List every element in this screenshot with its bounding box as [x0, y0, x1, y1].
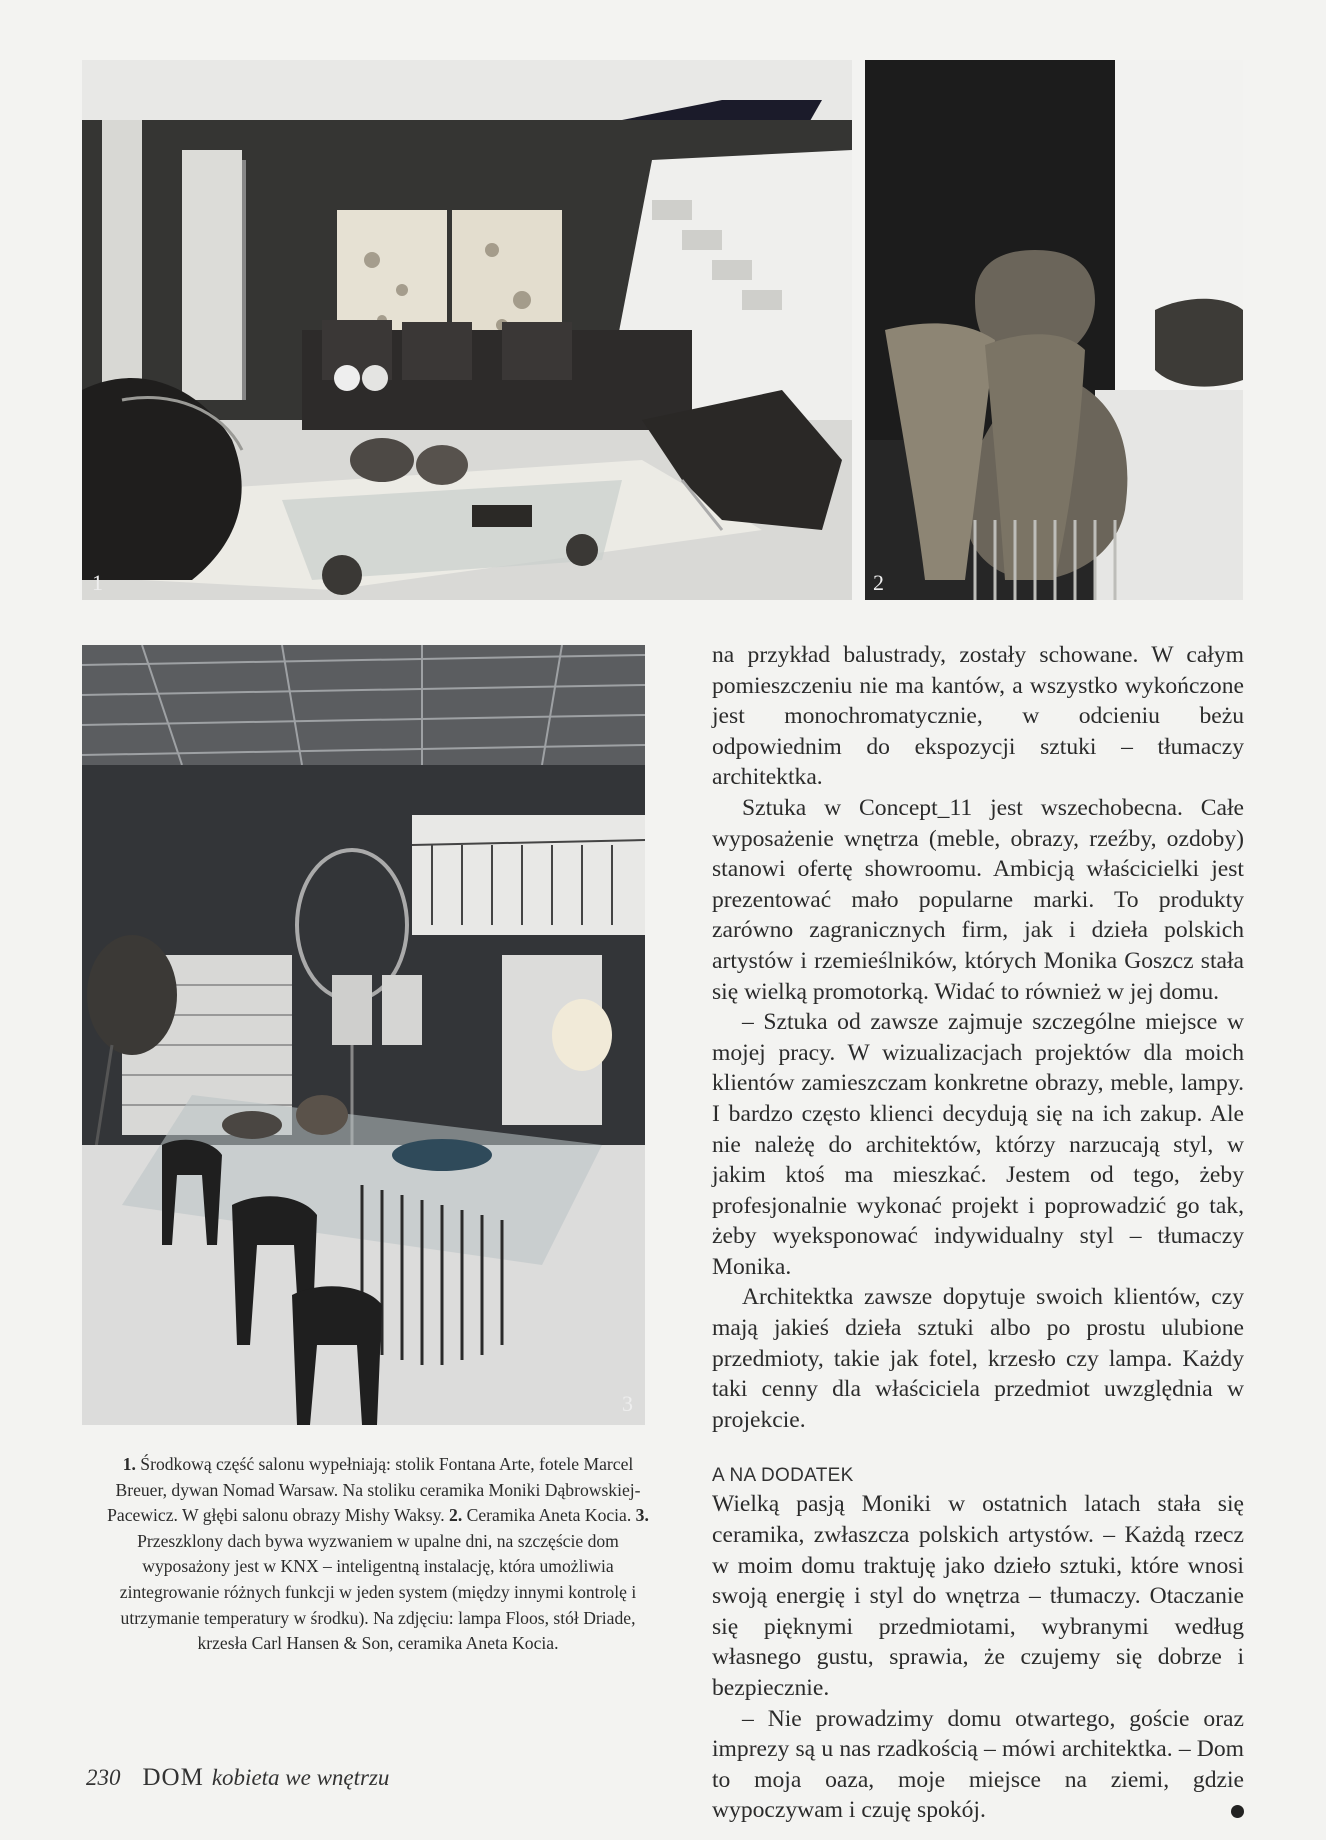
body-paragraph: na przykład balustrady, zostały schowane. W całym pomieszczeniu nie ma kantów, a wszystko wykończone jest monochromatycznie, w odcieniu beżu odpowiednim do ekspozycji sztuki – tłumaczy architektka. [712, 642, 1244, 791]
magazine-subtitle: kobieta we wnętrzu [211, 1765, 390, 1790]
body-paragraph: Architektka zawsze dopytuje swoich klientów, czy mają jakieś dzieła sztuki albo po prostu ulubione przedmioty, takie jak fotel, krzesło czy lampa. Każdy taki cenny dla właściciela przedmiot uwzględnia w projekcie. [712, 1284, 1244, 1433]
caption-number: 2. [449, 1505, 463, 1526]
caption-number: 3. [635, 1505, 649, 1526]
page-footer [86, 1764, 389, 1792]
photo-number: 2 [873, 570, 884, 595]
photo-caption [104, 1452, 652, 1657]
caption-text: Ceramika Aneta Kocia. [462, 1505, 636, 1526]
paragraph-text: – Nie prowadzimy domu otwartego, goście oraz imprezy są u nas rzadkością – mówi architektka. – Dom to moja oaza, moje miejsce na ziemi, gdzie wypoczywam i czuję spokój. [712, 1705, 1244, 1824]
ceramics-photo [865, 60, 1243, 600]
caption-text: Przeszklony dach bywa wyzwaniem w upalne dni, na szczęście dom wyposażony jest w KNX – inteligentną instalację, która umożliwia zintegrowanie różnych funkcji w jeden system (między innymi kontrolę i utrzymanie temperatury w środku). Na zdjęciu: lampa Floos, stół Driade, krzesła Carl Hansen & Son, ceramika Aneta Kocia. [119, 1530, 637, 1654]
body-paragraph: Wielką pasją Moniki w ostatnich latach stała się ceramika, zwłaszcza polskich artystów. – Każdą rzecz w moim domu traktuję jako dzieło sztuki, które wnosi swoją energię i styl do wnętrza – tłumaczy. Otaczanie się pięknymi przedmiotami, wybranymi według własnego gustu, sprawia, że czujemy się dobrze i bezpiecznie. [712, 1491, 1244, 1701]
body-paragraph: Sztuka w Concept_11 jest wszechobecna. Całe wyposażenie wnętrza (meble, obrazy, rzeźby, ozdoby) stanowi ofertę showroomu. Ambicją właścicielki jest prezentować mało popularne marki. To produkty zarówno zagranicznych firm, jak i dzieła polskich artystów i rzemieślników, których Monika Goszcz stała się wielką promotorką. Widać to również w jej domu. [712, 794, 1244, 1005]
body-paragraph [712, 1704, 1244, 1826]
dining-room-photo [82, 645, 645, 1425]
living-room-photo [82, 60, 852, 600]
end-mark-icon [1231, 1805, 1244, 1818]
section-heading: A NA DODATEK [712, 1465, 854, 1487]
caption-text: Środkową część salonu wypełniają: stolik Fontana Arte, fotele Marcel Breuer, dywan Nomad Warsaw. Na stoliku ceramika Moniki Dąbrowskiej-Pacewicz. W głębi salonu obrazy Mishy Waksy. [107, 1454, 641, 1526]
caption-number: 1. [122, 1454, 136, 1474]
article-body [712, 640, 1244, 1826]
photo-number: 1 [92, 570, 103, 595]
magazine-title: DOM [142, 1764, 204, 1791]
page-number: 230 [86, 1765, 121, 1790]
photo-number: 3 [622, 1391, 633, 1416]
body-paragraph: – Sztuka od zawsze zajmuje szczególne miejsce w mojej pracy. W wizualizacjach projektów dla moich klientów zamieszczam konkretne obrazy, meble, lampy. I bardzo często klienci decydują się na ich zakup. Ale nie należę do architektów, którzy narzucają styl, w jakim ktoś ma mieszkać. Jestem od tego, żeby profesjonalnie wykonać projekt i poprowadzić go tak, żeby wyeksponować indywidualny styl – tłumaczy Monika. [712, 1009, 1244, 1280]
